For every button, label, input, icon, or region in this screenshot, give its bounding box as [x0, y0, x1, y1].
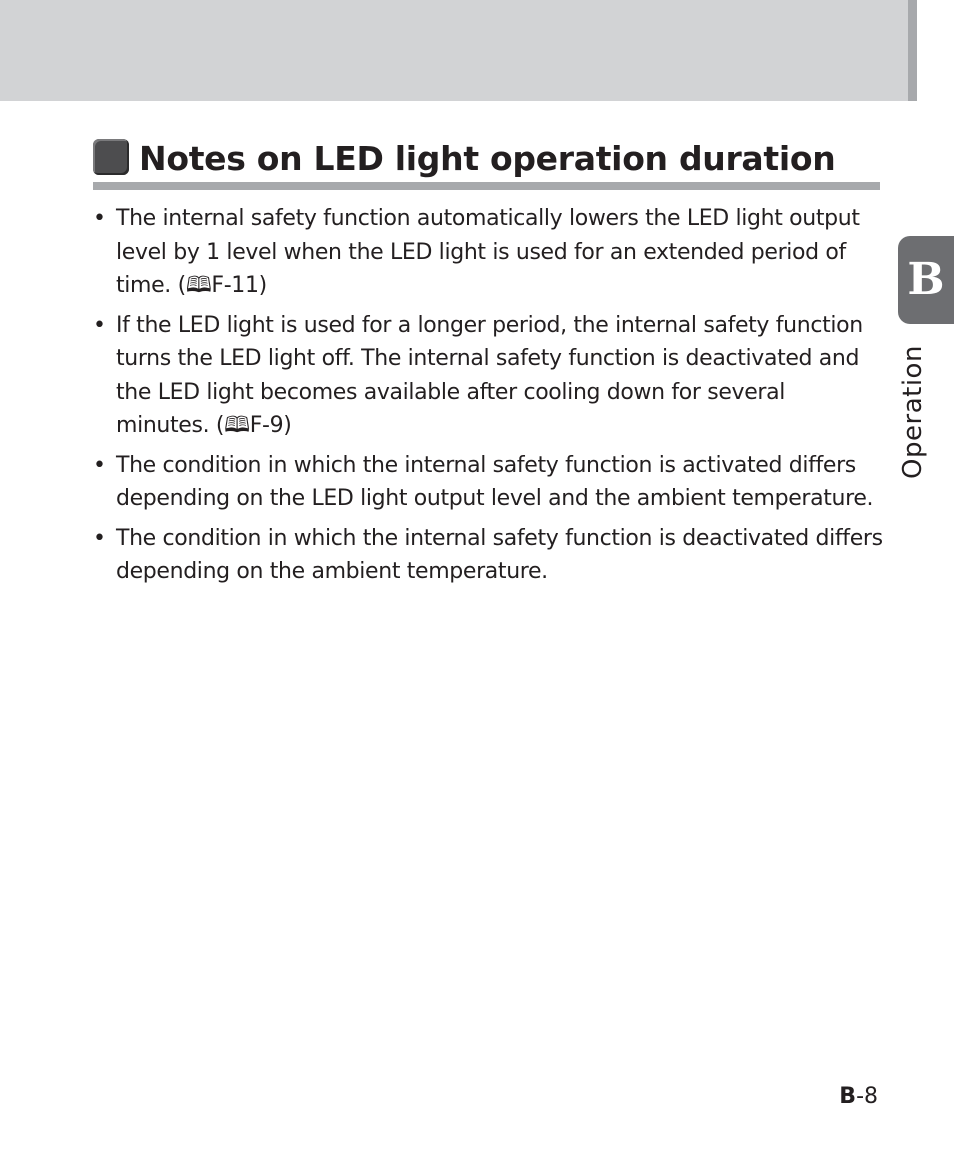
square-marker-icon — [93, 139, 129, 175]
list-item — [93, 522, 883, 589]
note-text: The internal safety function automatically lowers the LED light output level by 1 level when the LED light is used for an extended period of time. (🕮F-11) — [116, 206, 860, 298]
list-item — [93, 449, 883, 516]
chapter-tab — [898, 236, 954, 324]
bullet-icon: • — [93, 206, 106, 231]
list-item — [93, 309, 883, 443]
bullet-icon: • — [93, 525, 106, 551]
header-band — [0, 0, 908, 101]
page-number-letter: B — [839, 1084, 857, 1109]
header-band-edge — [908, 0, 917, 101]
list-item — [93, 202, 883, 303]
chapter-label: Operation — [898, 345, 928, 479]
bullet-icon: • — [93, 312, 106, 338]
page-number-suffix: -8 — [856, 1084, 878, 1109]
bullet-icon: • — [93, 452, 106, 478]
page-number — [839, 1084, 878, 1109]
title-underline-rule — [93, 182, 880, 190]
notes-list — [93, 202, 883, 595]
note-text: The condition in which the internal safety function is deactivated differs depending on the ambient temperature. — [116, 525, 883, 584]
chapter-tab-letter: B — [907, 254, 945, 305]
note-text: The condition in which the internal safety function is activated differs depending on the LED light output level and the ambient temperature. — [116, 452, 874, 511]
note-text: If the LED light is used for a longer period, the internal safety function turns the LED light off. The internal safety function is deactivated and the LED light becomes available after cooling down for several minutes. (🕮F-9) — [116, 312, 863, 438]
section-title-row — [93, 137, 880, 183]
section-title: Notes on LED light operation duration — [139, 139, 836, 178]
